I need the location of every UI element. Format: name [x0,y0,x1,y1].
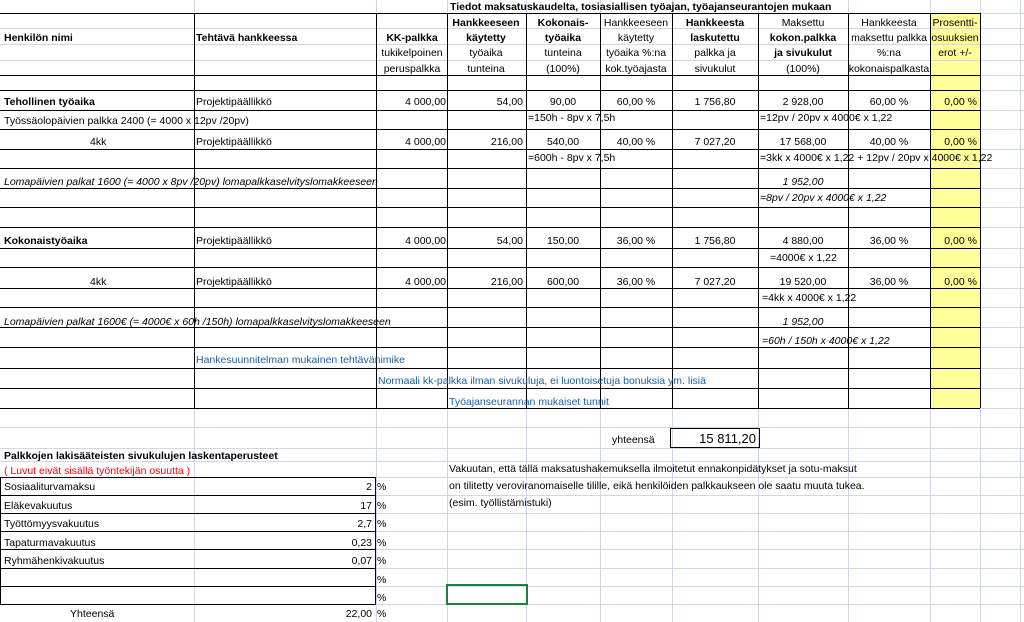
row2-task: Projektipäällikkö [196,136,272,148]
row3-total: 150,00 [546,235,580,247]
cost-item-label: Ryhmähenkivakuutus [4,555,105,567]
header-billed-1: Hankkeesta [685,17,745,29]
row3-pct: 36,00 % [616,235,656,247]
row4-name: 4kk [90,276,107,288]
row4-total: 600,00 [546,276,580,288]
gridline-h [0,60,1024,61]
cost-item-unit: % [377,537,387,549]
cost-item-label: Tapaturmavakuutus [4,537,96,549]
header-kk-3: peruspalkka [383,63,441,75]
kk-note: Normaali kk-palkka ilman sivukuluja, ei luontoisetuja bonuksia ym. lisiä [378,375,706,387]
note8-paid-formula: =60h / 150h x 4000€ x 1,22 [762,335,890,347]
table-border-h [0,207,980,208]
note1-text: Työssäolopäivien palkka 2400 (= 4000 x 12pv /20pv) [4,115,249,127]
note7-paid: 1 952,00 [782,316,824,328]
gridline-h [0,448,1024,449]
costs-subtitle: ( Luvut eivät sisällä työntekijän osuutta ) [4,465,191,477]
gridline-v [1020,0,1021,622]
header-diff-1: Prosentti- [932,17,978,29]
row2-diff: 0,00 % [944,136,977,148]
cost-item-unit: % [377,592,387,604]
table-border-h [0,227,980,228]
note7-text: Lomapäivien palkat 1600€ (= 4000€ x 60h /150h) lomapalkkaselvityslomakkeeseen [4,316,391,328]
costs-total-label: Yhteensä [70,608,115,620]
row1-diff: 0,00 % [944,96,977,108]
cost-item-value: 0,23 [351,537,372,549]
row1-task: Projektipäällikkö [196,96,272,108]
header-pct-4: kok.työajasta [605,63,667,75]
declaration-line3: (esim. työllistämistuki) [449,497,552,509]
cost-item-unit: % [377,574,387,586]
active-cell-selection[interactable] [446,584,528,605]
gridline-h [0,427,1024,428]
header-used-3: työaika [469,47,503,59]
table-border-h [0,267,980,268]
cost-border-h [0,531,376,532]
header-paid-2: kokon.palkka [769,32,837,44]
row3-task: Projektipäällikkö [196,235,272,247]
cost-item-label: Sosiaaliturvamaksu [4,481,96,493]
row1-total: 90,00 [549,96,577,108]
cost-item-value: 2 [366,481,372,493]
row1-paid: 2 928,00 [782,96,824,108]
row2-ppct: 40,00 % [869,136,909,148]
table-border-h [0,388,980,389]
header-billed-3: palkka ja [694,47,736,59]
row1-kk: 4 000,00 [405,96,446,108]
note6-paid-formula: =4kk x 4000€ x 1,22 [762,292,857,304]
row4-paid: 19 520,00 [779,276,827,288]
header-paid-3: ja sivukulut [774,47,832,59]
note3-paid: 1 952,00 [782,176,824,188]
cost-border-v [0,477,1,604]
cost-item-label: Työttömyysvakuutus [4,518,100,530]
row2-kk: 4 000,00 [405,136,446,148]
cost-border-h [0,586,376,587]
header-total-4: (100%) [546,63,580,75]
table-border-h [0,248,980,249]
row2-name: 4kk [90,136,107,148]
cost-item-value: 2,7 [357,518,372,530]
note1-paid-formula: =12pv / 20pv x 4000€ x 1,22 [760,112,893,124]
header-kk-1: KK-palkka [386,32,438,44]
table-border-h [0,307,980,308]
row3-kk: 4 000,00 [405,235,446,247]
header-paid-4: (100%) [786,63,820,75]
cost-item-unit: % [377,481,387,493]
table-border-h [0,90,980,91]
header-ppct-2: maksettu palkka [851,32,927,44]
table-border-v [980,13,981,408]
row2-billed: 7 027,20 [694,136,736,148]
table-border-h [0,168,980,169]
row3-billed: 1 756,80 [694,235,736,247]
row1-name: Tehollinen työaika [4,96,95,108]
row4-pct: 36,00 % [616,276,656,288]
row3-paid: 4 880,00 [782,235,824,247]
highlight-column [930,13,980,408]
header-pct-1: Hankkeeseen [603,17,669,29]
row1-billed: 1 756,80 [694,96,736,108]
declaration-line1: Vakuutan, että tällä maksatushakemuksella ilmoitetut ennakonpidätykset ja sotu-maksut [449,463,857,475]
header-diff-3: erot +/- [938,47,972,59]
sheet-title: Tiedot maksatuskaudelta, tosiasiallisen työajan, työajanseurantojen mukaan [450,1,832,13]
row1-used: 54,00 [496,96,523,108]
header-paid-1: Maksettu [781,17,825,29]
header-ppct-1: Hankkeesta [861,17,917,29]
row1-pct: 60,00 % [616,96,656,108]
row3-diff: 0,00 % [944,235,977,247]
row4-kk: 4 000,00 [405,276,446,288]
row4-ppct: 36,00 % [869,276,909,288]
note3-text: Lomapäivien palkat 1600 (= 4000 x 8pv /20pv) lomapalkkaselvityslomakkeeseen [4,176,378,188]
header-diff-2: osuuksien [931,32,979,44]
header-billed-2: laskutettu [690,32,740,44]
header-billed-4: sivukulut [694,63,736,75]
costs-total-unit: % [377,608,387,620]
row2-total: 540,00 [546,136,580,148]
table-border-h [0,110,980,111]
cost-item-unit: % [377,500,387,512]
row3-name: Kokonaistyöaika [4,235,88,247]
sum-value: 15 811,20 [699,431,756,446]
header-name: Henkilön nimi [4,32,73,44]
task-note: Hankesuunnitelman mukainen tehtävänimike [196,354,405,366]
table-border-h [0,149,980,150]
cost-item-value: 0,07 [351,555,372,567]
declaration-line2: on tilitetty veroviranomaiselle tilille, eikä henkilöiden palkkaukseen ole saatu muuta tukea. [449,480,865,492]
note2-total-formula: =600h - 8pv x 7,5h [528,152,616,164]
table-border-v [930,13,931,408]
row4-diff: 0,00 % [944,276,977,288]
header-used-1: Hankkeeseen [452,17,520,29]
cost-border-v [375,477,376,604]
row4-task: Projektipäällikkö [196,276,272,288]
row4-billed: 7 027,20 [694,276,736,288]
header-ppct-4: kokonaispalkasta [848,63,930,75]
hours-note: Työajanseurannan mukaiset tunnit [449,396,609,408]
row3-ppct: 36,00 % [869,235,909,247]
table-border-h [0,368,980,369]
header-used-4: tunteina [467,63,505,75]
costs-total-value: 22,00 [345,608,372,620]
header-used-2: käytetty [466,32,506,44]
header-kk-2: tukikelpoinen [381,47,443,59]
table-border-v [194,13,195,408]
table-border-h [0,129,980,130]
header-task: Tehtävä hankkeessa [196,32,298,44]
cost-border-h [0,568,376,569]
row2-pct: 40,00 % [616,136,656,148]
header-total-3: tunteina [544,47,582,59]
costs-title: Palkkojen lakisääteisten sivukulujen laskentaperusteet [4,450,278,462]
header-total-1: Kokonais- [537,17,589,29]
cost-item-unit: % [377,518,387,530]
cost-item-label: Eläkevakuutus [4,500,73,512]
cost-border-h [0,604,376,605]
row1-ppct: 60,00 % [869,96,909,108]
note1-total-formula: =150h - 8pv x 7,5h [528,112,616,124]
row2-used: 216,00 [490,136,523,148]
header-pct-2: käytetty [617,32,655,44]
row2-paid: 17 568,00 [779,136,827,148]
cost-item-unit: % [377,555,387,567]
sum-label: yhteensä [612,434,655,446]
note2-paid-formula: =3kk x 4000€ x 1,22 + 12pv / 20pv x 4000€ x 1,22 [760,152,993,164]
cost-border-h [0,495,376,496]
header-pct-3: työaika %:na [605,47,667,59]
note5-paid-formula: =4000€ x 1,22 [770,252,837,264]
header-total-2: työaika [544,32,582,44]
cost-border-h [0,513,376,514]
row4-used: 216,00 [490,276,523,288]
header-ppct-3: %:na [877,47,901,59]
cost-item-value: 17 [360,500,372,512]
row3-used: 54,00 [496,235,523,247]
note4-paid-formula: =8pv / 20pv x 4000€ x 1,22 [760,192,887,204]
